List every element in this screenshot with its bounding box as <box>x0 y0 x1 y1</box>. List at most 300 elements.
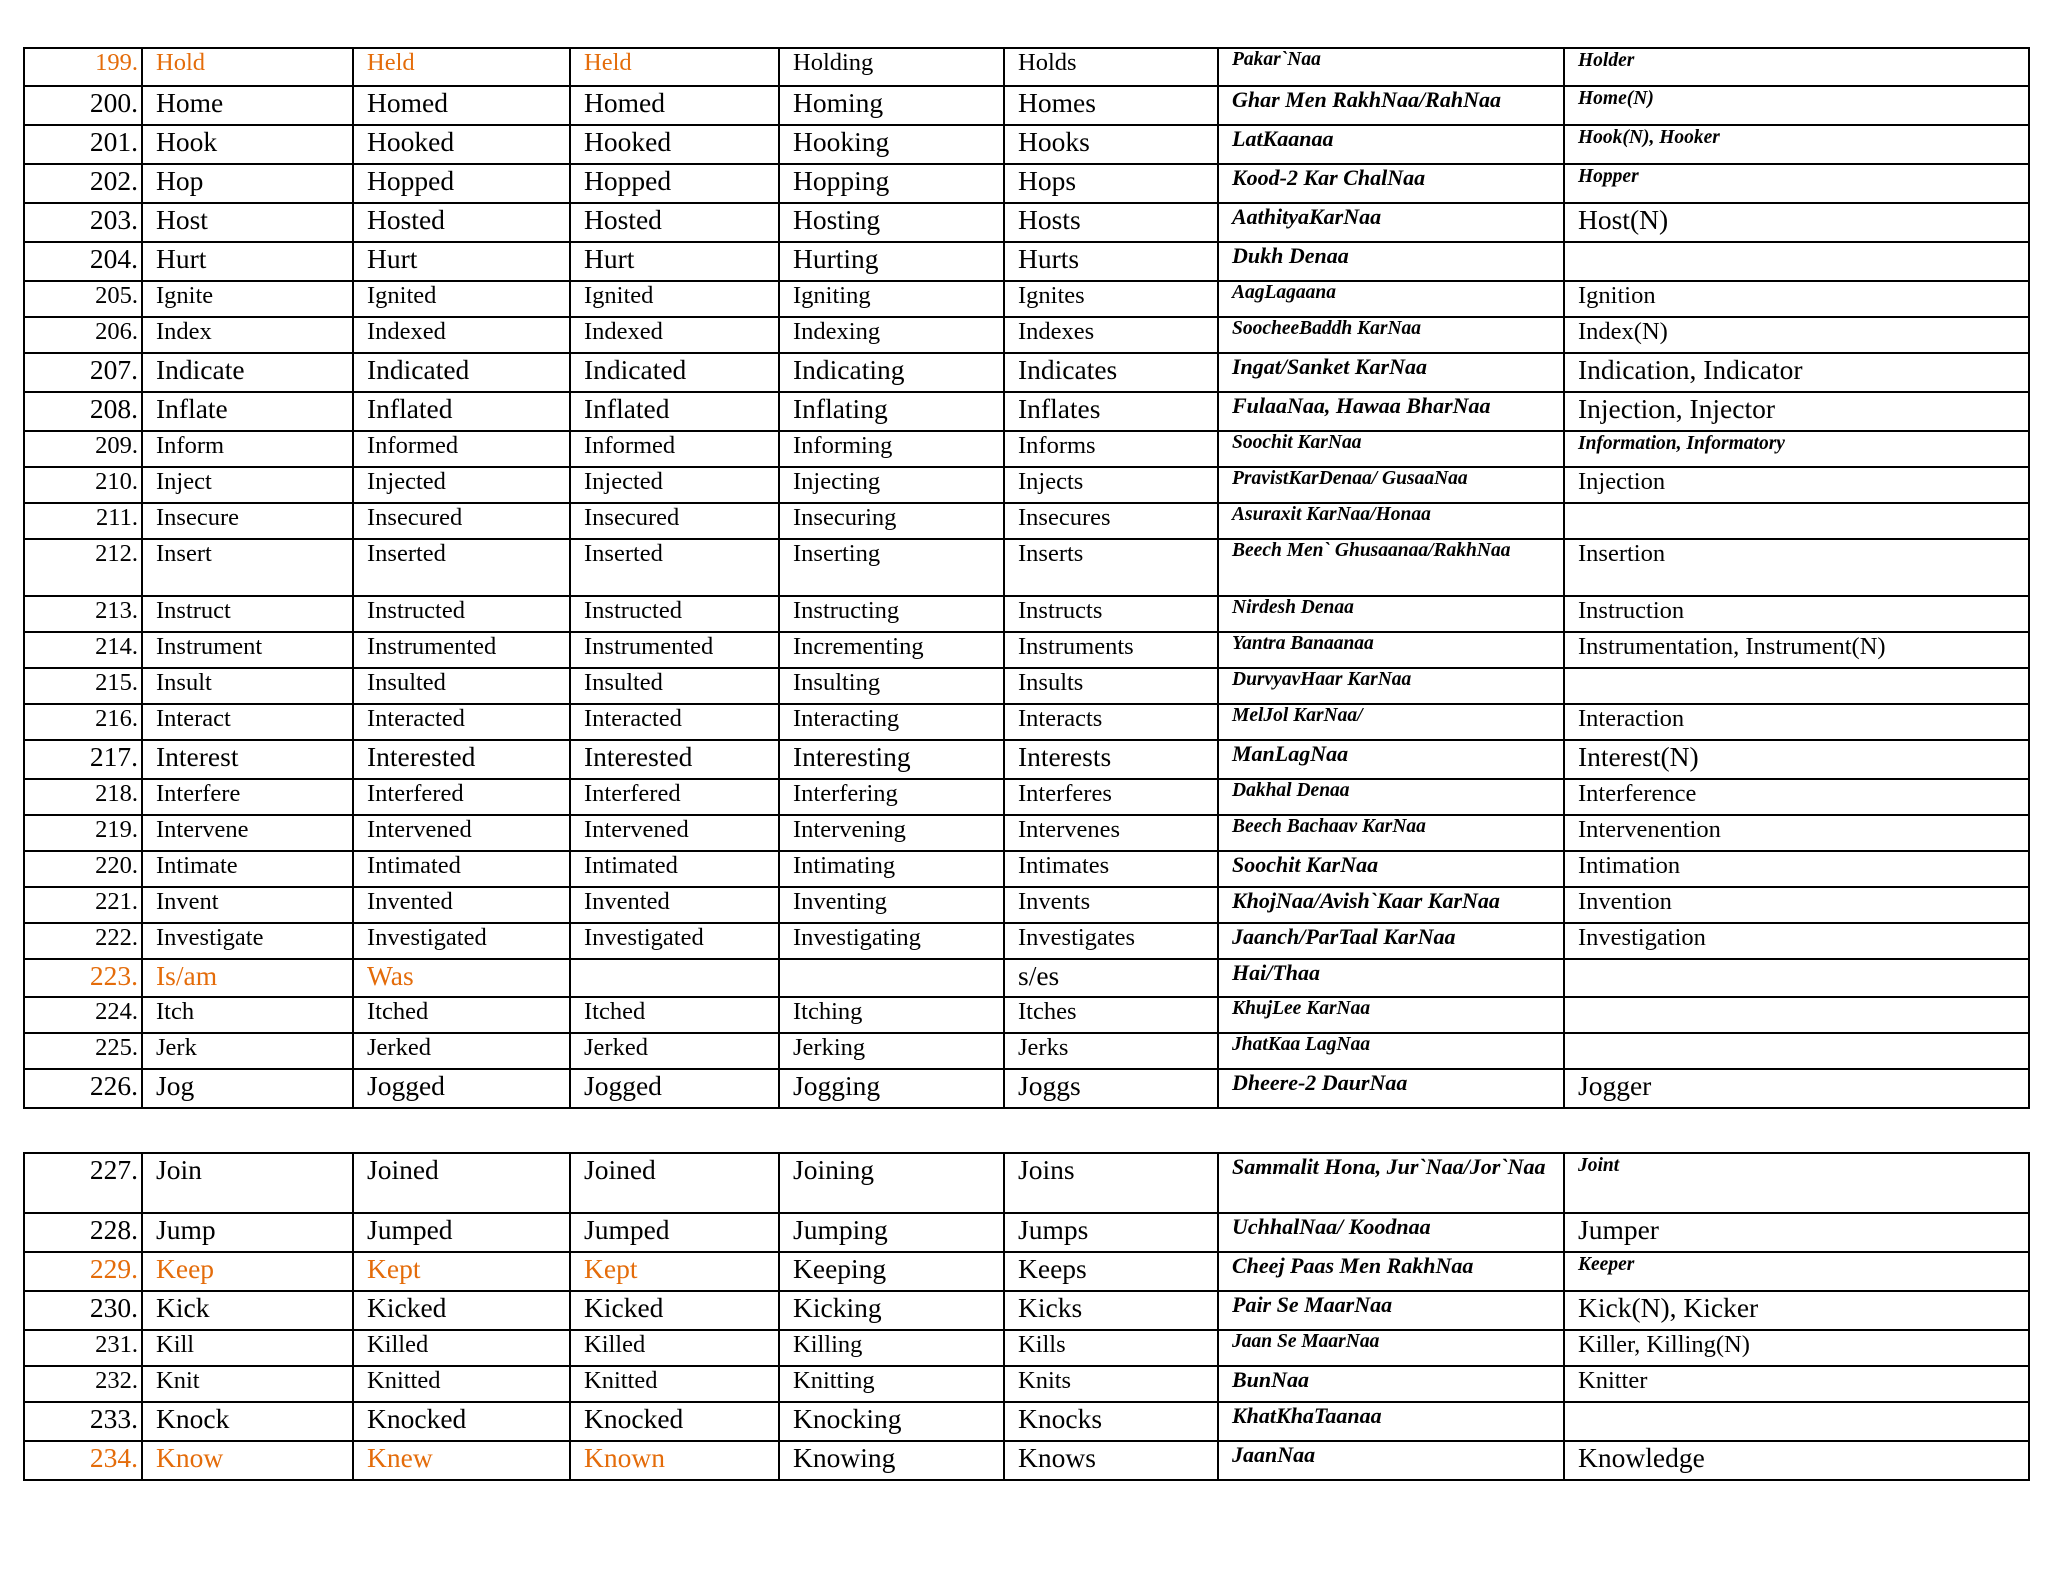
table-row <box>24 164 2029 203</box>
table-row <box>24 48 2029 86</box>
base-form-cell: Invent <box>142 887 353 923</box>
derived-words-cell: Insertion <box>1564 539 2029 596</box>
table-row <box>24 1252 2029 1291</box>
s-form-cell: Hops <box>1004 164 1218 203</box>
ing-form-cell: Indicating <box>779 353 1004 392</box>
hindi-meaning-cell: Pakar`Naa <box>1218 48 1564 86</box>
base-form-cell: Kill <box>142 1330 353 1366</box>
serial-number-cell: 213. <box>24 596 142 632</box>
derived-words-cell: Knitter <box>1564 1366 2029 1402</box>
s-form-cell: Hurts <box>1004 242 1218 281</box>
ing-form-cell: Hopping <box>779 164 1004 203</box>
past-form-cell: Invented <box>353 887 570 923</box>
hindi-meaning-cell: Beech Men` Ghusaanaa/RakhNaa <box>1218 539 1564 596</box>
s-form-cell: Interferes <box>1004 779 1218 815</box>
s-form-cell: Intimates <box>1004 851 1218 887</box>
hindi-meaning-cell: Jaan Se MaarNaa <box>1218 1330 1564 1366</box>
ing-form-cell: Kicking <box>779 1291 1004 1330</box>
ing-form-cell: Joining <box>779 1153 1004 1213</box>
ing-form-cell: Intervening <box>779 815 1004 851</box>
serial-number-cell: 200. <box>24 86 142 125</box>
base-form-cell: Hold <box>142 48 353 86</box>
hindi-meaning-cell: BunNaa <box>1218 1366 1564 1402</box>
derived-words-cell: Investigation <box>1564 923 2029 959</box>
past-form-cell: Informed <box>353 431 570 467</box>
table-row <box>24 668 2029 704</box>
past-participle-cell: Hurt <box>570 242 779 281</box>
hindi-meaning-cell: Ingat/Sanket KarNaa <box>1218 353 1564 392</box>
table-row <box>24 997 2029 1033</box>
past-participle-cell: Jogged <box>570 1069 779 1108</box>
past-participle-cell: Kept <box>570 1252 779 1291</box>
hindi-meaning-cell: ManLagNaa <box>1218 740 1564 779</box>
ing-form-cell: Insulting <box>779 668 1004 704</box>
table-row <box>24 779 2029 815</box>
s-form-cell: Informs <box>1004 431 1218 467</box>
past-participle-cell: Itched <box>570 997 779 1033</box>
s-form-cell: Instruments <box>1004 632 1218 668</box>
base-form-cell: Intimate <box>142 851 353 887</box>
ing-form-cell: Inserting <box>779 539 1004 596</box>
serial-number-cell: 217. <box>24 740 142 779</box>
past-form-cell: Injected <box>353 467 570 503</box>
hindi-meaning-cell: UchhalNaa/ Koodnaa <box>1218 1213 1564 1252</box>
hindi-meaning-cell: KhujLee KarNaa <box>1218 997 1564 1033</box>
hindi-meaning-cell: KhojNaa/Avish`Kaar KarNaa <box>1218 887 1564 923</box>
ing-form-cell: Holding <box>779 48 1004 86</box>
serial-number-cell: 209. <box>24 431 142 467</box>
past-form-cell: Hurt <box>353 242 570 281</box>
s-form-cell: Joins <box>1004 1153 1218 1213</box>
past-participle-cell: Inflated <box>570 392 779 431</box>
derived-words-cell <box>1564 1033 2029 1069</box>
table-row <box>24 242 2029 281</box>
serial-number-cell: 234. <box>24 1441 142 1480</box>
hindi-meaning-cell: Sammalit Hona, Jur`Naa/Jor`Naa <box>1218 1153 1564 1213</box>
past-form-cell: Kicked <box>353 1291 570 1330</box>
past-participle-cell: Insulted <box>570 668 779 704</box>
serial-number-cell: 226. <box>24 1069 142 1108</box>
serial-number-cell: 232. <box>24 1366 142 1402</box>
derived-words-cell: Injection <box>1564 467 2029 503</box>
serial-number-cell: 219. <box>24 815 142 851</box>
base-form-cell: Hurt <box>142 242 353 281</box>
s-form-cell: Inflates <box>1004 392 1218 431</box>
s-form-cell: Jumps <box>1004 1213 1218 1252</box>
s-form-cell: Indicates <box>1004 353 1218 392</box>
past-form-cell: Jogged <box>353 1069 570 1108</box>
past-participle-cell: Inserted <box>570 539 779 596</box>
ing-form-cell: Interesting <box>779 740 1004 779</box>
past-participle-cell: Instrumented <box>570 632 779 668</box>
serial-number-cell: 218. <box>24 779 142 815</box>
s-form-cell: Kills <box>1004 1330 1218 1366</box>
table-row <box>24 887 2029 923</box>
past-form-cell: Ignited <box>353 281 570 317</box>
hindi-meaning-cell: Soochit KarNaa <box>1218 851 1564 887</box>
table-row <box>24 1213 2029 1252</box>
base-form-cell: Instruct <box>142 596 353 632</box>
hindi-meaning-cell: Dakhal Denaa <box>1218 779 1564 815</box>
past-participle-cell: Homed <box>570 86 779 125</box>
ing-form-cell: Killing <box>779 1330 1004 1366</box>
hindi-meaning-cell: SoocheeBaddh KarNaa <box>1218 317 1564 353</box>
hindi-meaning-cell: Pair Se MaarNaa <box>1218 1291 1564 1330</box>
past-form-cell: Intervened <box>353 815 570 851</box>
derived-words-cell: Joint <box>1564 1153 2029 1213</box>
ing-form-cell: Jumping <box>779 1213 1004 1252</box>
past-participle-cell: Interested <box>570 740 779 779</box>
base-form-cell: Inflate <box>142 392 353 431</box>
table-row <box>24 431 2029 467</box>
serial-number-cell: 231. <box>24 1330 142 1366</box>
past-form-cell: Insulted <box>353 668 570 704</box>
s-form-cell: Itches <box>1004 997 1218 1033</box>
serial-number-cell: 216. <box>24 704 142 740</box>
past-participle-cell: Joined <box>570 1153 779 1213</box>
derived-words-cell: Information, Informatory <box>1564 431 2029 467</box>
s-form-cell: Injects <box>1004 467 1218 503</box>
verb-table-1 <box>23 47 2030 1109</box>
ing-form-cell: Insecuring <box>779 503 1004 539</box>
derived-words-cell <box>1564 997 2029 1033</box>
serial-number-cell: 199. <box>24 48 142 86</box>
base-form-cell: Host <box>142 203 353 242</box>
table-row <box>24 1153 2029 1213</box>
derived-words-cell: Jumper <box>1564 1213 2029 1252</box>
serial-number-cell: 203. <box>24 203 142 242</box>
derived-words-cell: Interaction <box>1564 704 2029 740</box>
base-form-cell: Know <box>142 1441 353 1480</box>
table-row <box>24 392 2029 431</box>
past-participle-cell: Invented <box>570 887 779 923</box>
s-form-cell: Holds <box>1004 48 1218 86</box>
derived-words-cell <box>1564 668 2029 704</box>
serial-number-cell: 229. <box>24 1252 142 1291</box>
table-row <box>24 539 2029 596</box>
past-form-cell: Inflated <box>353 392 570 431</box>
past-participle-cell: Killed <box>570 1330 779 1366</box>
hindi-meaning-cell: Asuraxit KarNaa/Honaa <box>1218 503 1564 539</box>
table-row <box>24 1366 2029 1402</box>
s-form-cell: Interests <box>1004 740 1218 779</box>
past-form-cell: Intimated <box>353 851 570 887</box>
s-form-cell: Keeps <box>1004 1252 1218 1291</box>
past-form-cell: Joined <box>353 1153 570 1213</box>
s-form-cell: Hooks <box>1004 125 1218 164</box>
ing-form-cell: Inventing <box>779 887 1004 923</box>
serial-number-cell: 214. <box>24 632 142 668</box>
hindi-meaning-cell: FulaaNaa, Hawaa BharNaa <box>1218 392 1564 431</box>
serial-number-cell: 201. <box>24 125 142 164</box>
serial-number-cell: 215. <box>24 668 142 704</box>
hindi-meaning-cell: Soochit KarNaa <box>1218 431 1564 467</box>
base-form-cell: Intervene <box>142 815 353 851</box>
table-row <box>24 632 2029 668</box>
hindi-meaning-cell: Ghar Men RakhNaa/RahNaa <box>1218 86 1564 125</box>
past-form-cell: Indexed <box>353 317 570 353</box>
base-form-cell: Interest <box>142 740 353 779</box>
ing-form-cell: Interacting <box>779 704 1004 740</box>
table-row <box>24 203 2029 242</box>
past-participle-cell: Injected <box>570 467 779 503</box>
derived-words-cell <box>1564 959 2029 997</box>
base-form-cell: Indicate <box>142 353 353 392</box>
base-form-cell: Index <box>142 317 353 353</box>
past-participle-cell: Hosted <box>570 203 779 242</box>
serial-number-cell: 233. <box>24 1402 142 1441</box>
past-participle-cell: Indicated <box>570 353 779 392</box>
derived-words-cell: Host(N) <box>1564 203 2029 242</box>
base-form-cell: Interfere <box>142 779 353 815</box>
s-form-cell: Investigates <box>1004 923 1218 959</box>
base-form-cell: Home <box>142 86 353 125</box>
derived-words-cell: Invention <box>1564 887 2029 923</box>
serial-number-cell: 204. <box>24 242 142 281</box>
derived-words-cell: Interest(N) <box>1564 740 2029 779</box>
derived-words-cell: Home(N) <box>1564 86 2029 125</box>
derived-words-cell: Kick(N), Kicker <box>1564 1291 2029 1330</box>
s-form-cell: s/es <box>1004 959 1218 997</box>
hindi-meaning-cell: AathityaKarNaa <box>1218 203 1564 242</box>
serial-number-cell: 212. <box>24 539 142 596</box>
table-row <box>24 1402 2029 1441</box>
table-row <box>24 704 2029 740</box>
base-form-cell: Knock <box>142 1402 353 1441</box>
s-form-cell: Jerks <box>1004 1033 1218 1069</box>
past-participle-cell: Hooked <box>570 125 779 164</box>
serial-number-cell: 225. <box>24 1033 142 1069</box>
ing-form-cell: Knitting <box>779 1366 1004 1402</box>
table-row <box>24 503 2029 539</box>
serial-number-cell: 227. <box>24 1153 142 1213</box>
derived-words-cell <box>1564 503 2029 539</box>
ing-form-cell: Knocking <box>779 1402 1004 1441</box>
s-form-cell: Hosts <box>1004 203 1218 242</box>
serial-number-cell: 228. <box>24 1213 142 1252</box>
base-form-cell: Inject <box>142 467 353 503</box>
hindi-meaning-cell: Jaanch/ParTaal KarNaa <box>1218 923 1564 959</box>
derived-words-cell: Hopper <box>1564 164 2029 203</box>
table-row <box>24 1069 2029 1108</box>
base-form-cell: Investigate <box>142 923 353 959</box>
past-form-cell: Killed <box>353 1330 570 1366</box>
ing-form-cell: Hurting <box>779 242 1004 281</box>
base-form-cell: Ignite <box>142 281 353 317</box>
ing-form-cell: Keeping <box>779 1252 1004 1291</box>
table-row <box>24 467 2029 503</box>
base-form-cell: Insecure <box>142 503 353 539</box>
derived-words-cell: Instruction <box>1564 596 2029 632</box>
past-participle-cell: Ignited <box>570 281 779 317</box>
s-form-cell: Homes <box>1004 86 1218 125</box>
serial-number-cell: 208. <box>24 392 142 431</box>
derived-words-cell: Ignition <box>1564 281 2029 317</box>
ing-form-cell: Igniting <box>779 281 1004 317</box>
serial-number-cell: 210. <box>24 467 142 503</box>
hindi-meaning-cell: KhatKhaTaanaa <box>1218 1402 1564 1441</box>
base-form-cell: Is/am <box>142 959 353 997</box>
serial-number-cell: 230. <box>24 1291 142 1330</box>
derived-words-cell: Holder <box>1564 48 2029 86</box>
table-row <box>24 740 2029 779</box>
base-form-cell: Insert <box>142 539 353 596</box>
hindi-meaning-cell: JhatKaa LagNaa <box>1218 1033 1564 1069</box>
past-form-cell: Jerked <box>353 1033 570 1069</box>
past-participle-cell: Investigated <box>570 923 779 959</box>
ing-form-cell <box>779 959 1004 997</box>
hindi-meaning-cell: Kood-2 Kar ChalNaa <box>1218 164 1564 203</box>
derived-words-cell: Interference <box>1564 779 2029 815</box>
ing-form-cell: Injecting <box>779 467 1004 503</box>
base-form-cell: Jog <box>142 1069 353 1108</box>
s-form-cell: Insecures <box>1004 503 1218 539</box>
past-participle-cell: Knocked <box>570 1402 779 1441</box>
serial-number-cell: 224. <box>24 997 142 1033</box>
past-participle-cell: Informed <box>570 431 779 467</box>
table-row <box>24 281 2029 317</box>
past-form-cell: Inserted <box>353 539 570 596</box>
derived-words-cell <box>1564 1402 2029 1441</box>
derived-words-cell: Keeper <box>1564 1252 2029 1291</box>
past-form-cell: Interfered <box>353 779 570 815</box>
ing-form-cell: Itching <box>779 997 1004 1033</box>
base-form-cell: Inform <box>142 431 353 467</box>
hindi-meaning-cell: Nirdesh Denaa <box>1218 596 1564 632</box>
s-form-cell: Knows <box>1004 1441 1218 1480</box>
base-form-cell: Interact <box>142 704 353 740</box>
base-form-cell: Jerk <box>142 1033 353 1069</box>
table-row <box>24 596 2029 632</box>
hindi-meaning-cell: PravistKarDenaa/ GusaaNaa <box>1218 467 1564 503</box>
past-participle-cell <box>570 959 779 997</box>
s-form-cell: Ignites <box>1004 281 1218 317</box>
serial-number-cell: 222. <box>24 923 142 959</box>
past-participle-cell: Held <box>570 48 779 86</box>
past-form-cell: Hosted <box>353 203 570 242</box>
hindi-meaning-cell: MelJol KarNaa/ <box>1218 704 1564 740</box>
table-row <box>24 125 2029 164</box>
past-form-cell: Knew <box>353 1441 570 1480</box>
past-form-cell: Indicated <box>353 353 570 392</box>
base-form-cell: Keep <box>142 1252 353 1291</box>
hindi-meaning-cell: LatKaanaa <box>1218 125 1564 164</box>
base-form-cell: Join <box>142 1153 353 1213</box>
derived-words-cell: Hook(N), Hooker <box>1564 125 2029 164</box>
serial-number-cell: 211. <box>24 503 142 539</box>
ing-form-cell: Informing <box>779 431 1004 467</box>
past-form-cell: Instrumented <box>353 632 570 668</box>
s-form-cell: Joggs <box>1004 1069 1218 1108</box>
ing-form-cell: Homing <box>779 86 1004 125</box>
ing-form-cell: Jogging <box>779 1069 1004 1108</box>
ing-form-cell: Knowing <box>779 1441 1004 1480</box>
derived-words-cell: Jogger <box>1564 1069 2029 1108</box>
table-row <box>24 923 2029 959</box>
past-participle-cell: Kicked <box>570 1291 779 1330</box>
ing-form-cell: Indexing <box>779 317 1004 353</box>
base-form-cell: Instrument <box>142 632 353 668</box>
serial-number-cell: 206. <box>24 317 142 353</box>
table-row <box>24 815 2029 851</box>
derived-words-cell: Instrumentation, Instrument(N) <box>1564 632 2029 668</box>
derived-words-cell: Intimation <box>1564 851 2029 887</box>
table-row <box>24 959 2029 997</box>
ing-form-cell: Interfering <box>779 779 1004 815</box>
past-participle-cell: Jerked <box>570 1033 779 1069</box>
past-form-cell: Knocked <box>353 1402 570 1441</box>
hindi-meaning-cell: DurvyavHaar KarNaa <box>1218 668 1564 704</box>
past-form-cell: Interested <box>353 740 570 779</box>
hindi-meaning-cell: AagLagaana <box>1218 281 1564 317</box>
past-form-cell: Interacted <box>353 704 570 740</box>
s-form-cell: Intervenes <box>1004 815 1218 851</box>
table-row <box>24 353 2029 392</box>
serial-number-cell: 221. <box>24 887 142 923</box>
derived-words-cell: Injection, Injector <box>1564 392 2029 431</box>
hindi-meaning-cell: Hai/Thaa <box>1218 959 1564 997</box>
past-form-cell: Kept <box>353 1252 570 1291</box>
derived-words-cell: Indication, Indicator <box>1564 353 2029 392</box>
past-form-cell: Insecured <box>353 503 570 539</box>
past-participle-cell: Insecured <box>570 503 779 539</box>
verb-table-2 <box>23 1152 2030 1481</box>
past-form-cell: Knitted <box>353 1366 570 1402</box>
serial-number-cell: 207. <box>24 353 142 392</box>
table-row <box>24 1033 2029 1069</box>
derived-words-cell <box>1564 242 2029 281</box>
past-form-cell: Homed <box>353 86 570 125</box>
past-participle-cell: Knitted <box>570 1366 779 1402</box>
hindi-meaning-cell: Yantra Banaanaa <box>1218 632 1564 668</box>
hindi-meaning-cell: Beech Bachaav KarNaa <box>1218 815 1564 851</box>
past-form-cell: Instructed <box>353 596 570 632</box>
hindi-meaning-cell: Dukh Denaa <box>1218 242 1564 281</box>
table-row <box>24 317 2029 353</box>
past-form-cell: Hooked <box>353 125 570 164</box>
past-form-cell: Held <box>353 48 570 86</box>
base-form-cell: Hook <box>142 125 353 164</box>
past-form-cell: Was <box>353 959 570 997</box>
serial-number-cell: 205. <box>24 281 142 317</box>
past-participle-cell: Jumped <box>570 1213 779 1252</box>
serial-number-cell: 223. <box>24 959 142 997</box>
base-form-cell: Hop <box>142 164 353 203</box>
base-form-cell: Jump <box>142 1213 353 1252</box>
derived-words-cell: Index(N) <box>1564 317 2029 353</box>
s-form-cell: Instructs <box>1004 596 1218 632</box>
ing-form-cell: Instructing <box>779 596 1004 632</box>
serial-number-cell: 220. <box>24 851 142 887</box>
past-participle-cell: Known <box>570 1441 779 1480</box>
past-form-cell: Hopped <box>353 164 570 203</box>
s-form-cell: Knocks <box>1004 1402 1218 1441</box>
derived-words-cell: Killer, Killing(N) <box>1564 1330 2029 1366</box>
table-row <box>24 1330 2029 1366</box>
s-form-cell: Inserts <box>1004 539 1218 596</box>
past-form-cell: Jumped <box>353 1213 570 1252</box>
past-participle-cell: Interfered <box>570 779 779 815</box>
table-row <box>24 1441 2029 1480</box>
past-participle-cell: Indexed <box>570 317 779 353</box>
table-row <box>24 1291 2029 1330</box>
ing-form-cell: Intimating <box>779 851 1004 887</box>
base-form-cell: Insult <box>142 668 353 704</box>
table-row <box>24 851 2029 887</box>
past-participle-cell: Hopped <box>570 164 779 203</box>
hindi-meaning-cell: Dheere-2 DaurNaa <box>1218 1069 1564 1108</box>
table-row <box>24 86 2029 125</box>
